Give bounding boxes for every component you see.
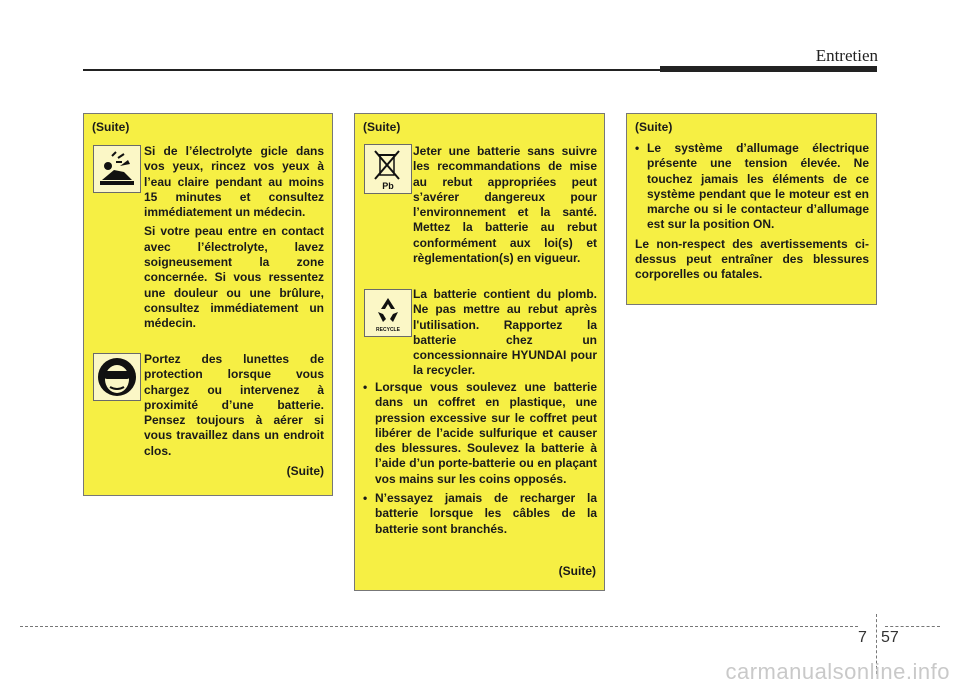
list-item (363, 491, 597, 537)
footer-rule (20, 626, 858, 627)
suite-label: (Suite) (363, 120, 401, 134)
suite-label: (Suite) (635, 120, 673, 134)
chapter-number: 7 (858, 629, 867, 646)
list-item (363, 380, 597, 487)
suite-label: (Suite) (286, 464, 324, 478)
eye-contact-warning: Si de l’électrolyte gicle dans vos yeux, rincez vos yeux à l’eau claire pendant au moins 15 minutes et consultez immédiatement un médecin. (144, 144, 324, 220)
watermark: carmanualsonline.info (725, 659, 950, 684)
list-item (635, 141, 869, 233)
safety-goggles-icon (93, 353, 141, 401)
section-title: Entretien (815, 46, 878, 65)
disposal-warning: Jeter une batterie sans suivre les recommandations de mise au rebut appropriées peut s’avérer dangereux pour l’environnement et la santé. Mettez la batterie au rebut conformément aux loi(s) et règlementation(s) en vigueur. (413, 144, 597, 266)
acid-splash-icon (93, 145, 141, 193)
goggles-warning: Portez des lunettes de protection lorsque vous chargez ou intervenez à proximité d’une batterie. Pensez toujours à aérer si vous travaillez dans un endroit clos. (144, 352, 324, 458)
header-rule (83, 69, 663, 71)
footer-rule (885, 626, 940, 627)
lead-warning: La batterie contient du plomb. Ne pas mettre au rebut après l'utilisation. Rapportez la batterie chez un concessionnaire HYUNDAI pour la recycler. (413, 287, 597, 378)
bullet-dot: • (635, 141, 640, 155)
ignition-warning: Le système d’allumage électrique présente une tension élevée. Ne touchez jamais les éléments de ce système pendant que le moteur est en marche ou si le contacteur d’allumage est sur la position ON. (647, 141, 869, 232)
injury-warning: Le non-respect des avertissements ci-dessus peut entraîner des blessures corporelles ou fatales. (635, 236, 869, 282)
warning-panel-1 (83, 113, 333, 496)
crossed-bin-pb-icon (364, 144, 412, 194)
lifting-warning: Lorsque vous soulevez une batterie dans un coffret en plastique, une pression excessive sur le coffret peut libérer de l’acide sulfurique et causer des blessures. Soulevez la batterie à l’aide d’un porte-batterie ou en plaçant vos mains sur les coins opposés. (375, 380, 597, 486)
suite-label: (Suite) (558, 564, 596, 578)
suite-label: (Suite) (92, 120, 130, 134)
skin-contact-warning: Si votre peau entre en contact avec l’électrolyte, lavez soigneusement la zone concernée. Si vous ressentez une douleur ou une brûlure, consultez immédiatement un médecin. (144, 224, 324, 331)
pb-label: Pb (382, 181, 394, 191)
recharge-warning: N’essayez jamais de recharger la batterie lorsque les câbles de la batterie sont branchés. (375, 491, 597, 536)
warning-panel-2 (354, 113, 605, 591)
recycle-label: RECYCLE (376, 327, 400, 333)
recycle-icon (364, 289, 412, 337)
page-number: 57 (881, 629, 899, 646)
warning-panel-3 (626, 113, 877, 305)
bullet-dot: • (363, 380, 368, 394)
bullet-dot: • (363, 491, 368, 506)
header-rule-thick (660, 66, 877, 72)
